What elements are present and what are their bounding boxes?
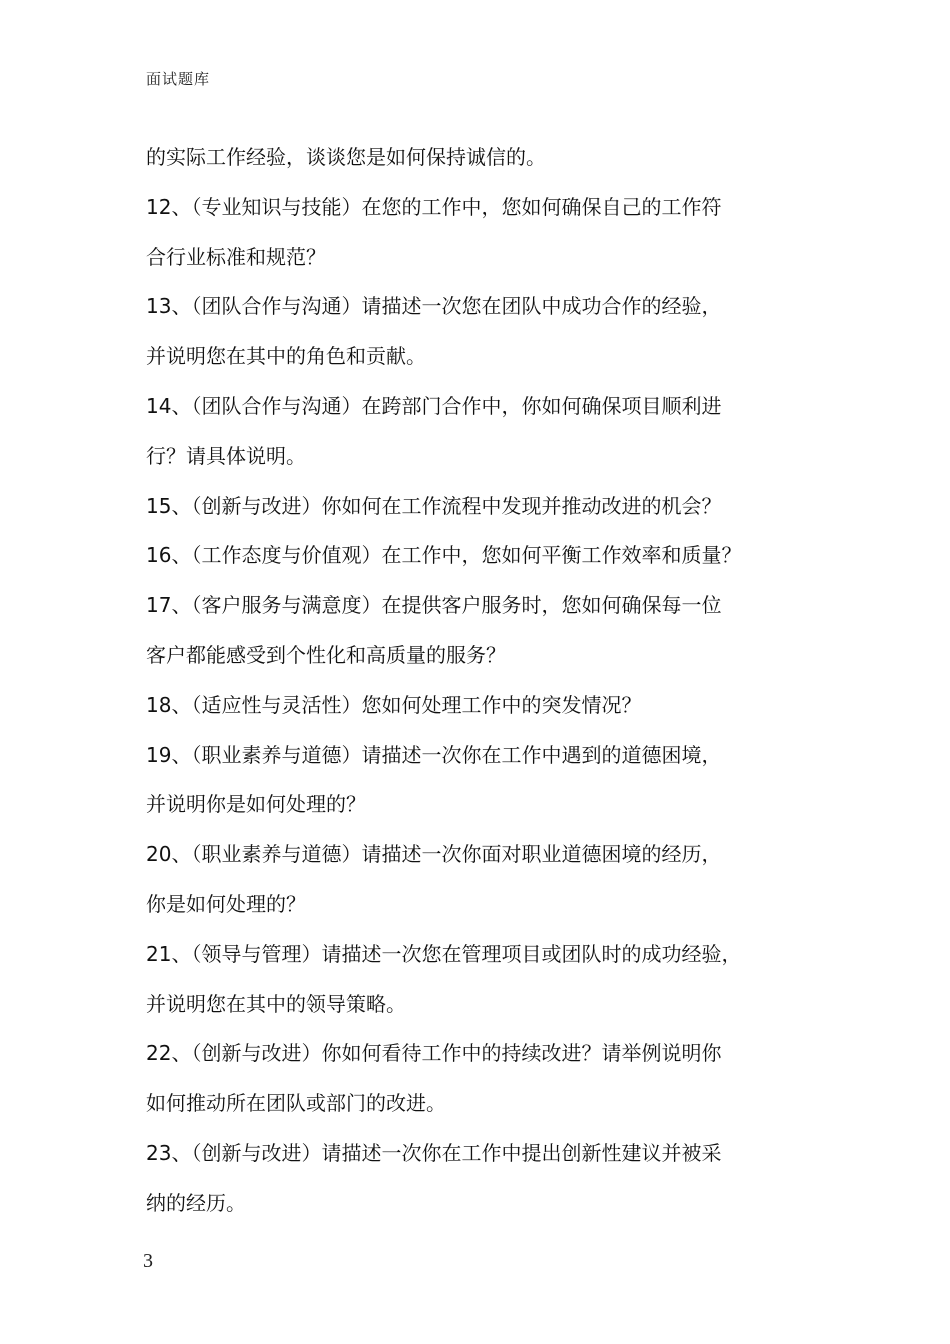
text-line: 20、（职业素养与道德）请描述一次你面对职业道德困境的经历， [146,842,722,867]
text-line: 23、（创新与改进）请描述一次你在工作中提出创新性建议并被采 [146,1140,722,1165]
page-number: 3 [143,1250,153,1272]
text-line: 你是如何处理的？ [146,891,306,916]
text-line: 12、（专业知识与技能）在您的工作中，您如何确保自己的工作符 [146,194,722,219]
text-line: 纳的经历。 [146,1190,246,1215]
text-line: 22、（创新与改进）你如何看待工作中的持续改进？请举例说明你 [146,1041,722,1066]
text-line: 并说明您在其中的角色和贡献。 [146,344,426,369]
text-line: 14、（团队合作与沟通）在跨部门合作中，你如何确保项目顺利进 [146,393,722,418]
text-line: 19、（职业素养与道德）请描述一次你在工作中遇到的道德困境， [146,742,722,767]
text-line: 13、（团队合作与沟通）请描述一次您在团队中成功合作的经验， [146,294,722,319]
text-line: 17、（客户服务与满意度）在提供客户服务时，您如何确保每一位 [146,593,722,618]
text-line: 并说明您在其中的领导策略。 [146,991,406,1016]
text-line: 18、（适应性与灵活性）您如何处理工作中的突发情况？ [146,692,642,717]
text-line: 21、（领导与管理）请描述一次您在管理项目或团队时的成功经验， [146,941,742,966]
text-line: 的实际工作经验，谈谈您是如何保持诚信的。 [146,145,546,169]
text-line: 15、（创新与改进）你如何在工作流程中发现并推动改进的机会？ [146,493,722,518]
text-line: 合行业标准和规范？ [146,244,326,269]
page-header-title: 面试题库 [146,70,211,88]
text-line: 客户都能感受到个性化和高质量的服务？ [146,642,506,667]
text-line: 行？请具体说明。 [146,443,306,468]
text-line: 如何推动所在团队或部门的改进。 [146,1091,446,1116]
text-line: 并说明你是如何处理的？ [146,792,366,817]
question-list [146,133,826,1229]
text-line: 16、（工作态度与价值观）在工作中，您如何平衡工作效率和质量？ [146,543,742,568]
